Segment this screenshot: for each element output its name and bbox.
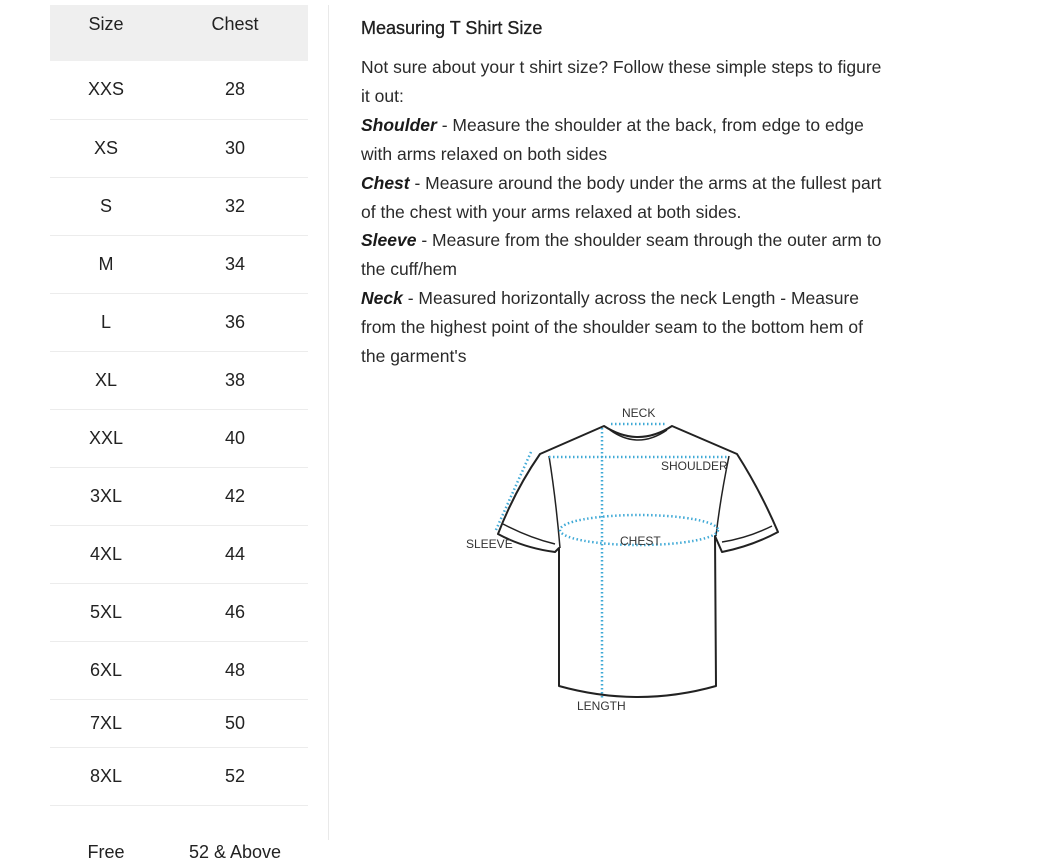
table-row (50, 805, 308, 863)
size-cell: XL (50, 351, 162, 409)
size-cell: XXL (50, 409, 162, 467)
neck-description: - Measured horizontally across the neck Length - Measure from the highest point of the shoulder seam to the bottom hem of the garment's (361, 288, 863, 367)
guide-item-neck (361, 284, 886, 371)
chest-cell: 34 (162, 235, 308, 293)
chest-cell: 30 (162, 119, 308, 177)
chest-cell: 48 (162, 641, 308, 699)
table-row (50, 61, 308, 119)
chest-cell: 38 (162, 351, 308, 409)
sleeve-description: - Measure from the shoulder seam through the outer arm to the cuff/hem (361, 230, 882, 280)
guide-title: Measuring T Shirt Size (361, 18, 543, 38)
table-row (50, 235, 308, 293)
guide-intro: Not sure about your t shirt size? Follow these simple steps to figure it out: (361, 57, 882, 106)
size-cell: XS (50, 119, 162, 177)
t-shirt-body-path (498, 426, 778, 697)
chest-cell: 44 (162, 525, 308, 583)
t-shirt-measurement-diagram (462, 402, 782, 718)
sleeve-term: Sleeve (361, 230, 417, 251)
size-cell: XXS (50, 61, 162, 119)
table-row (50, 583, 308, 641)
chest-cell: 32 (162, 177, 308, 235)
shoulder-description: - Measure the shoulder at the back, from edge to edge with arms relaxed on both sides (361, 114, 864, 164)
shoulder-term: Shoulder (361, 114, 437, 135)
chest-cell: 28 (162, 61, 308, 119)
table-row (50, 699, 308, 747)
length-label: LENGTH (577, 699, 626, 713)
chest-description: - Measure around the body under the arms at the fullest part of the chest with your arms relaxed at both sides. (361, 172, 882, 222)
size-chart-table (50, 5, 308, 863)
size-cell: 6XL (50, 641, 162, 699)
sleeve-label: SLEEVE (466, 537, 513, 551)
size-cell: 7XL (50, 699, 162, 747)
chest-cell: 36 (162, 293, 308, 351)
chest-cell: 40 (162, 409, 308, 467)
chest-term: Chest (361, 172, 410, 193)
table-row (50, 525, 308, 583)
chest-column-header: Chest (162, 5, 308, 61)
table-row (50, 641, 308, 699)
chest-cell: 42 (162, 467, 308, 525)
size-cell: Free (87, 842, 125, 862)
table-row (50, 351, 308, 409)
guide-item-chest (361, 169, 886, 227)
t-shirt-outline (498, 426, 778, 697)
chest-label: CHEST (620, 534, 661, 548)
chest-cell: 46 (162, 583, 308, 641)
table-row (50, 747, 308, 805)
neck-term: Neck (361, 288, 403, 309)
size-column-header: Size (50, 5, 162, 61)
table-row (50, 467, 308, 525)
table-row (50, 293, 308, 351)
table-row (50, 409, 308, 467)
size-cell: 4XL (50, 525, 162, 583)
table-row (50, 119, 308, 177)
size-cell: 3XL (50, 467, 162, 525)
chest-cell: 52 & Above (188, 842, 282, 862)
size-cell: M (50, 235, 162, 293)
size-cell: S (50, 177, 162, 235)
size-cell: 5XL (50, 583, 162, 641)
guide-item-sleeve (361, 226, 886, 284)
shoulder-label: SHOULDER (661, 459, 728, 473)
size-cell: L (50, 293, 162, 351)
chest-cell: 52 (162, 747, 308, 805)
neck-label: NECK (622, 406, 656, 420)
column-divider (328, 5, 329, 840)
table-header-row (50, 5, 308, 61)
measuring-guide (361, 18, 886, 371)
size-cell: 8XL (50, 747, 162, 805)
guide-item-shoulder (361, 111, 886, 169)
table-row (50, 177, 308, 235)
chest-cell: 50 (162, 699, 308, 747)
